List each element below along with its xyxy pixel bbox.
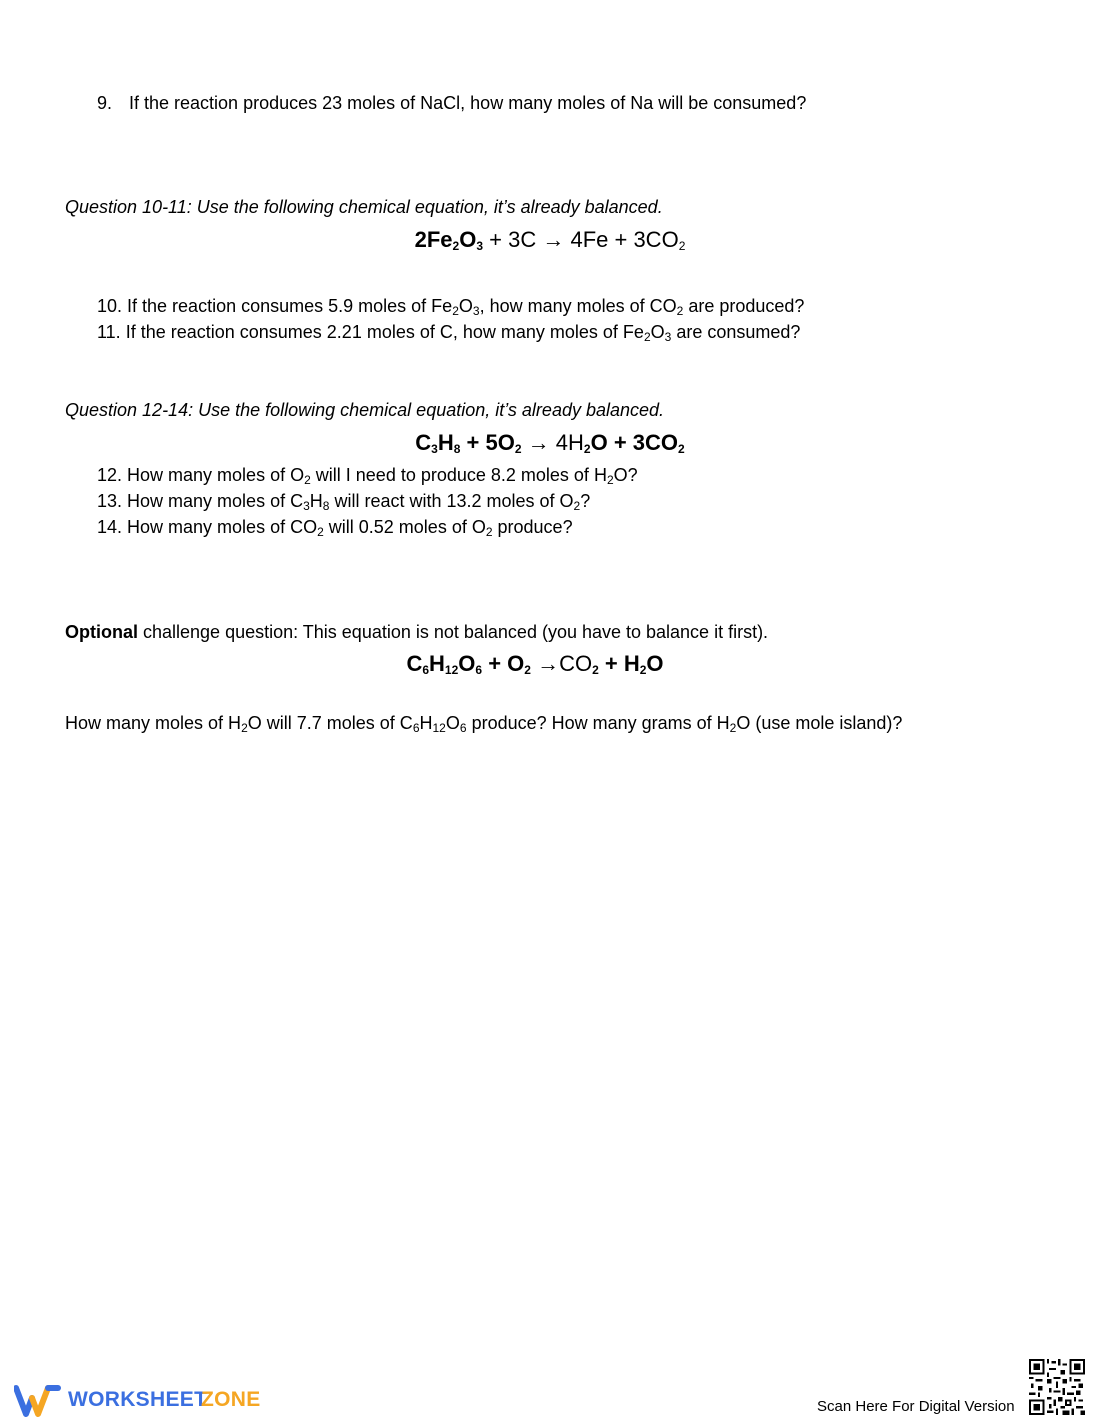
scan-text: Scan Here For Digital Version: [817, 1398, 1015, 1415]
equation-fe2o3: $2Fe_2O_3 + 3C \to 4Fe + 3CO_2$: [414, 227, 686, 253]
question-9: [97, 92, 806, 114]
question-14: 14. How many moles of $CO_2$ will 0.52 moles of $O_2$ produce?: [97, 517, 573, 539]
challenge-heading: Optional challenge question: This equation is not balanced (you have to balance it first).: [65, 622, 769, 642]
question-number: 9.: [97, 93, 113, 113]
question-12: 12. How many moles of $O_2$ will I need to produce 8.2 moles of $H_2O$?: [97, 465, 638, 487]
equation-glucose: $C_6H_{12}O_6 + O_2 \to CO_2 + H_2O$: [406, 651, 664, 677]
question-13: 13. How many moles of $C_3H_8$ will react with 13.2 moles of $O_2$?: [97, 491, 591, 513]
equation-c3h8: $C_3H_8 + 5O_2 \to 4H_2O + 3CO_2$: [415, 430, 685, 456]
section-heading-10-11: Question 10-11: Use the following chemical equation, it’s already balanced.: [65, 197, 663, 217]
logo-text-worksheet: WORKSHEET: [68, 1388, 208, 1411]
question-text: If the reaction produces 23 moles of NaCl, how many moles of Na will be consumed?: [129, 93, 807, 113]
question-11: 11. If the reaction consumes 2.21 moles of C, how many moles of $Fe_2O_3$ are consumed?: [97, 322, 801, 344]
question-10: 10. If the reaction consumes 5.9 moles of $Fe_2O_3$, how many moles of $CO_2$ are produced?: [97, 296, 805, 318]
qr-code-icon[interactable]: [1029, 1359, 1085, 1415]
challenge-question: How many moles of $H_2O$ will 7.7 moles of $C_6H_{12}O_6$ produce? How many grams of $H_2O$ (use mole island)?: [65, 713, 903, 735]
section-heading-12-14: Question 12-14: Use the following chemical equation, it’s already balanced.: [65, 400, 665, 420]
logo-text-zone: ZONE: [201, 1388, 261, 1411]
worksheetzone-logo-icon: [14, 1384, 62, 1418]
